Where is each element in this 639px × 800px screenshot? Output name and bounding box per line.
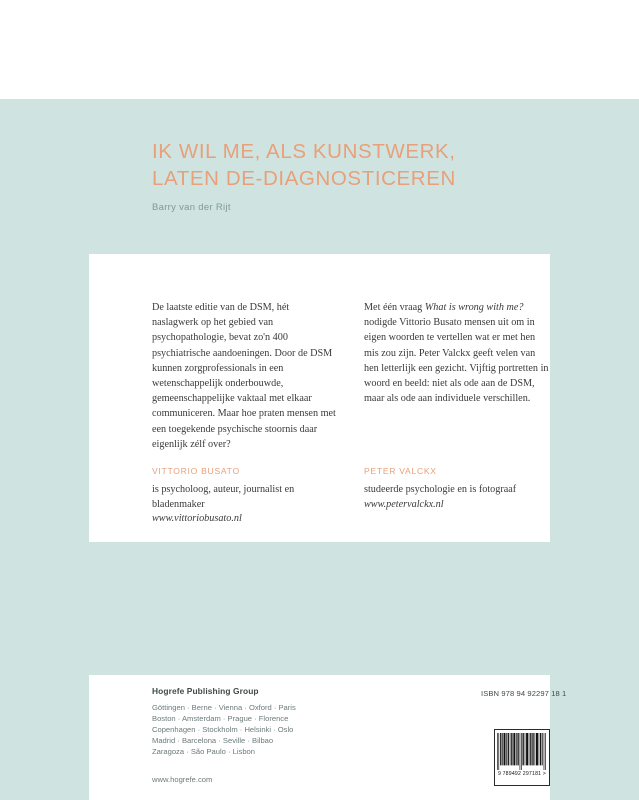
blurb-right-part2: nodigde Vittorio Busato mensen uit om in eigen woorden te vertellen wat er met hen mis zou zijn. Peter Valckx geeft velen van hen letterlijk een gezicht. Vijftig portretten in woord en beeld: niet als ode aan de DSM, maar als ode aan individuele verschillen. [364,317,549,405]
author-bio-1 [152,466,337,527]
blurb-text-left: De laatste editie van de DSM, hét naslagwerk op het gebied van psychopathologie, bevat zo'n 400 psychiatrische aandoeningen. Door de DSM kunnen zorgprofessionals in een wetenschappelijk onderbouwde, gemeenschappelijke vaktaal met elkaar communiceren. Maar hoe praten mensen met een toegekende psychische stoornis daar eigenlijk zélf over? [152,302,336,450]
blurb-text-right [364,300,549,406]
blurb-columns [152,300,552,452]
barcode-digit-right: > [542,771,546,777]
author-url-1[interactable]: www.vittoriobusato.nl [152,513,242,525]
publisher-cities-line-3: Copenhagen · Stockholm · Helsinki · Oslo [152,724,294,734]
publisher-cities-line-4: Madrid · Barcelona · Seville · Bilbao [152,735,274,745]
author-description-2: studeerde psychologie en is fotograaf [364,484,517,495]
decorative-panel-middle [89,542,550,675]
blurb-column-left [152,300,337,452]
decorative-panel-right-bottom [550,542,639,800]
barcode-digit-mid: 789492 297181 [502,771,542,777]
author-description-1: is psycholoog, auteur, journalist en bladenmaker [152,484,295,510]
publisher-name: Hogrefe Publishing Group [152,686,259,696]
cover-subtitle: Barry van der Rijt [152,202,231,213]
title-line-2: LATEN DE-DIAGNOSTICEREN [152,167,456,190]
isbn-label: ISBN 978 94 92297 18 1 [481,689,567,698]
publisher-cities-line-1: Göttingen · Berne · Vienna · Oxford · Paris [152,703,296,712]
decorative-panel-left-top [0,99,89,542]
blurb-right-part1: Met één vraag [364,302,425,313]
decorative-panel-right-top [550,99,639,542]
barcode-digit-left: 9 [498,771,502,777]
blurb-column-right [364,300,549,452]
publisher-cities [152,703,382,758]
publisher-cities-line-5: Zaragoza · São Paulo · Lisbon [152,746,255,756]
author-url-2[interactable]: www.petervalckx.nl [364,498,444,510]
title-line-1: IK WIL ME, ALS KUNSTWERK, [152,140,456,163]
author-bio-2 [364,466,549,527]
title-block [152,138,552,213]
publisher-website[interactable]: www.hogrefe.com [152,775,213,784]
decorative-panel-left-bottom [0,542,89,800]
author-bios [152,466,552,527]
barcode-digits [497,771,547,777]
blurb-right-italic: What is wrong with me? [424,302,524,313]
barcode [494,729,550,786]
barcode-bars-icon [497,733,547,770]
publisher-cities-line-2: Boston · Amsterdam · Prague · Florence [152,713,289,723]
author-name-2: PETER VALCKX [364,466,437,476]
publisher-block [152,686,382,758]
author-name-1: VITTORIO BUSATO [152,466,240,476]
